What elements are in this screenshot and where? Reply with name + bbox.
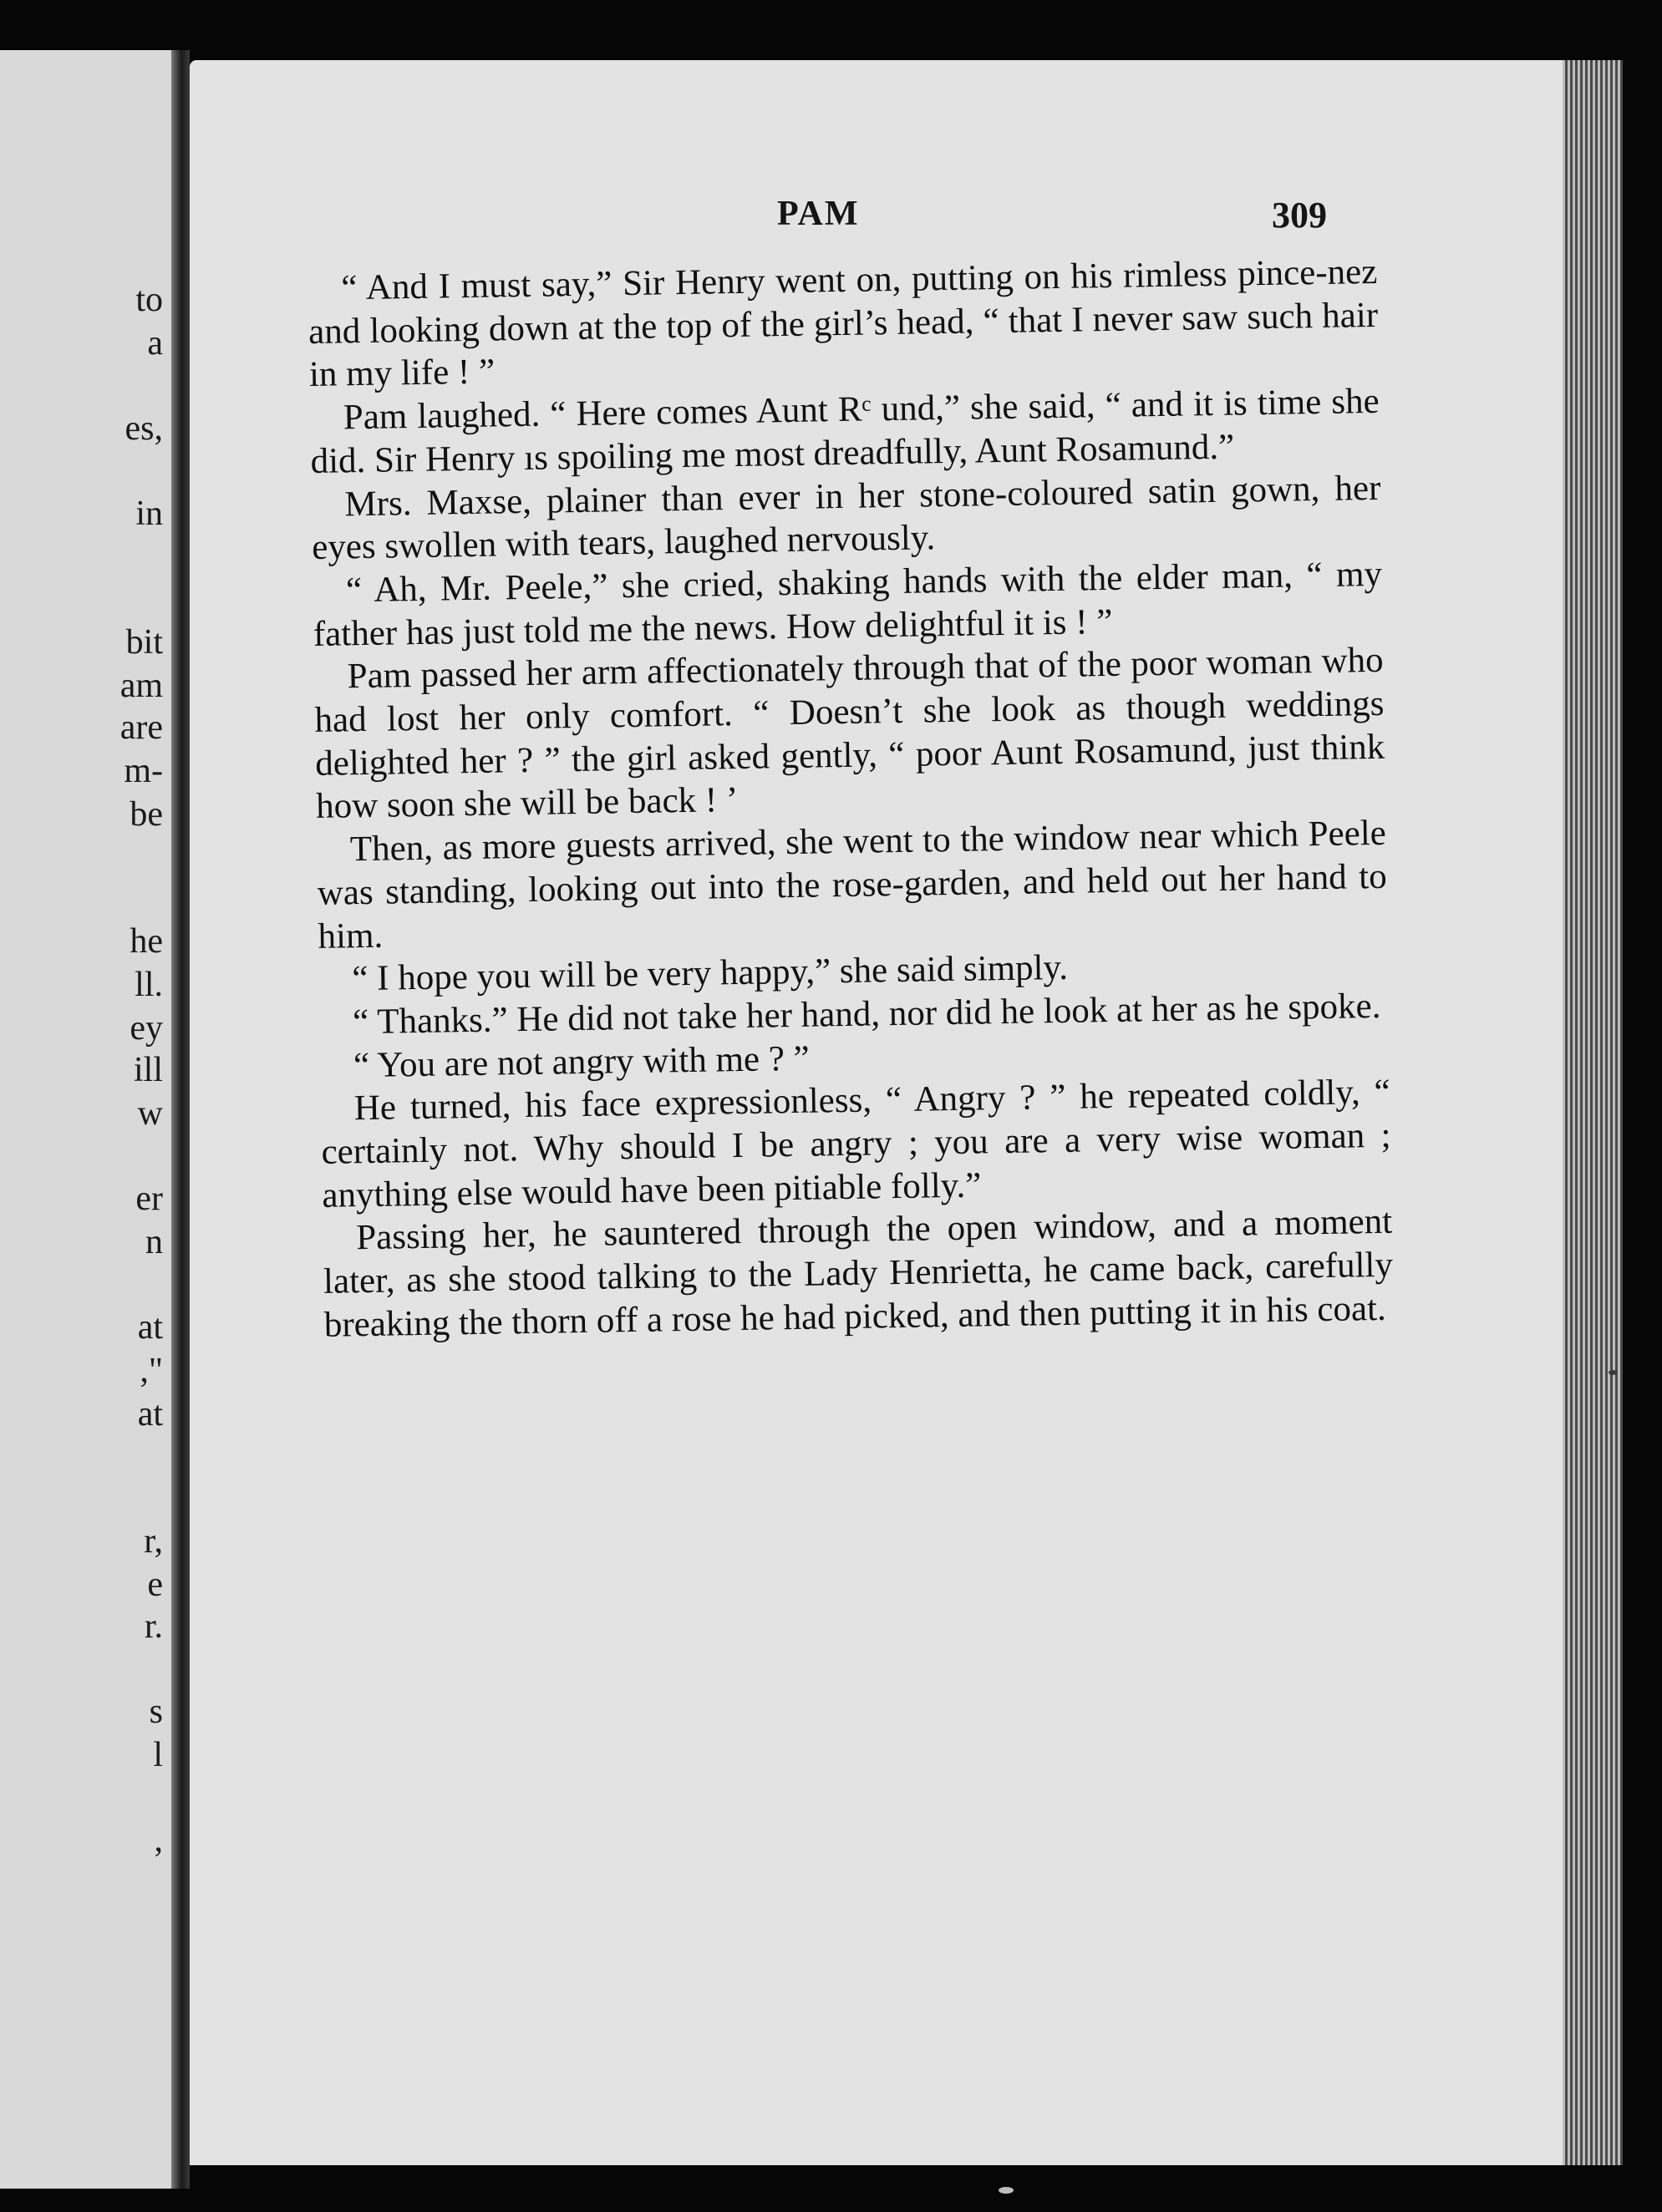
body-text [307, 251, 1394, 1347]
left-page-fragment: a [147, 324, 163, 363]
paragraph: He turned, his face expressionless, “ Angry ? ” he repeated coldly, “ certainly not. Why should I be angry ; you are a very wise woman ; anything else would have been pitiable folly.” [321, 1073, 1391, 1215]
left-page-fragment: ill [133, 1051, 163, 1089]
left-page-fragment: ey [130, 1009, 163, 1048]
left-page-fragment: to [135, 281, 163, 319]
page-edges [1563, 60, 1623, 2165]
left-page-fragment: are [119, 708, 163, 747]
left-page-fragment: ," [140, 1352, 163, 1390]
scan-speck [999, 2187, 1014, 2194]
book-gutter [171, 50, 190, 2189]
left-page-fragment: ll. [135, 966, 163, 1004]
left-page-fragment: at [137, 1395, 163, 1433]
left-page-fragment: n [145, 1223, 163, 1261]
paragraph: “ Thanks.” He did not take her hand, nor did he look at her as he spoke. [352, 986, 1381, 1043]
left-page-fragment: w [137, 1094, 163, 1133]
page-number: 309 [1272, 195, 1327, 236]
paragraph: Mrs. Maxse, plainer than ever in her stone-coloured satin gown, her eyes swollen with tears, laughed nervously. [311, 468, 1381, 568]
left-page-fragment: at [137, 1308, 163, 1347]
left-page-fragment: e [147, 1565, 163, 1604]
left-page-fragment: r. [144, 1607, 163, 1646]
paragraph: “ Ah, Mr. Peele,” she cried, shaking hands with the elder man, “ my father has just told me the news. How delightful it is ! ” [313, 554, 1383, 654]
left-page-fragment: l [153, 1736, 163, 1774]
left-page-fragment: m- [124, 752, 163, 790]
paragraph: Pam passed her arm affectionately through that of the poor woman who had lost her only comfort. “ Doesn’t she look as though weddings delighted her ? ” the girl asked gently, “ poor Aunt Rosamund, just think how soon she will be back ! ’ [314, 641, 1385, 827]
paragraph: Pam laughed. “ Here comes Aunt Rᶜ und,” she said, “ and it is time she did. Sir Henry ıs spoiling me most dreadfully, Aunt Rosamund.” [310, 381, 1380, 481]
left-page-fragment: bit [125, 623, 163, 662]
running-head: PAM [777, 195, 860, 233]
left-page-fragment: in [135, 495, 163, 533]
paragraph: “ And I must say,” Sir Henry went on, putting on his rimless pince-nez and looking down at the top of the girl’s head, “ that I never saw such hair in my life ! ” [307, 251, 1379, 395]
left-page-fragment: er [135, 1180, 163, 1218]
left-page-fragment: he [130, 922, 163, 961]
paragraph: Then, as more guests arrived, she went to the window near which Peele was standing, looking out into the rose-garden, and held out her hand to him. [317, 813, 1387, 956]
left-page-fragment: es, [125, 409, 163, 448]
left-page-fragment: be [130, 795, 163, 834]
paragraph: Passing her, he sauntered through the open window, and a moment later, as she stood talking to the Lady Henrietta, he came back, carefully breaking the thorn off a rose he had picked, and then putting it in his coat. [323, 1202, 1394, 1345]
paragraph: “ You are not angry with me ? ” [353, 1038, 811, 1085]
left-page-fragment: s [149, 1692, 163, 1731]
left-page-fragment: r, [144, 1522, 163, 1560]
paragraph: “ I hope you will be very happy,” she said simply. [352, 948, 1069, 999]
left-page-fragment: , [154, 1821, 163, 1859]
left-page-fragment: am [119, 667, 163, 705]
scan-speck [1609, 1370, 1617, 1375]
left-page [0, 50, 176, 2189]
